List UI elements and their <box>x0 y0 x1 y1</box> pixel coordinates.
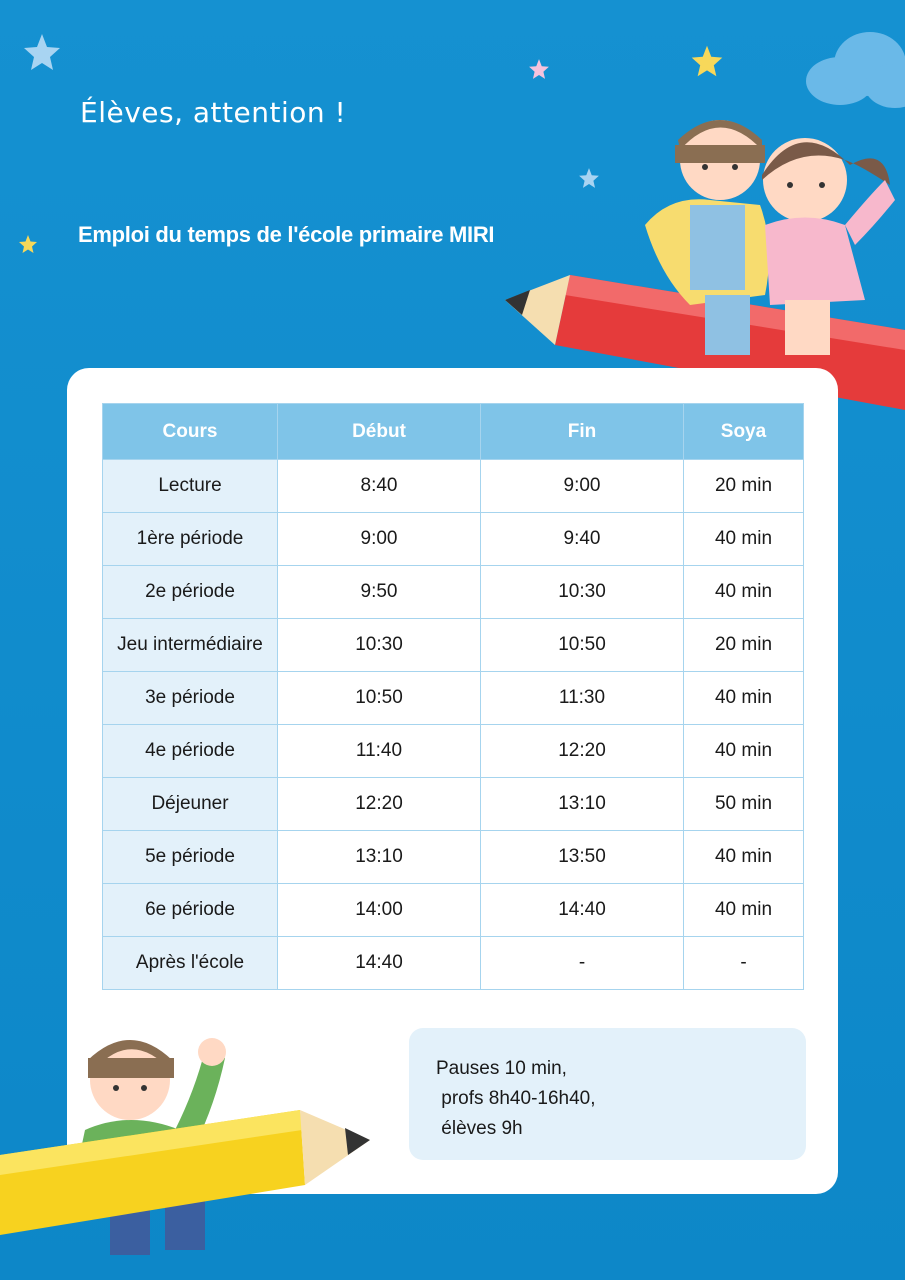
info-note-text <box>436 1054 596 1144</box>
cell-cours: Déjeuner <box>103 778 278 831</box>
cell-cours: 4e période <box>103 725 278 778</box>
info-note <box>409 1028 806 1160</box>
cell-debut: 8:40 <box>278 460 481 513</box>
cell-fin: 9:40 <box>481 513 684 566</box>
table-row <box>103 619 804 672</box>
cell-soya: 20 min <box>684 460 804 513</box>
cell-debut: 12:20 <box>278 778 481 831</box>
table-row <box>103 884 804 937</box>
cell-cours: 3e période <box>103 672 278 725</box>
cell-debut: 14:40 <box>278 937 481 990</box>
cell-cours: Après l'école <box>103 937 278 990</box>
cell-debut: 13:10 <box>278 831 481 884</box>
cell-debut: 10:50 <box>278 672 481 725</box>
cell-cours: 1ère période <box>103 513 278 566</box>
table-header-row <box>103 404 804 460</box>
star-icon <box>22 32 62 72</box>
cell-debut: 9:00 <box>278 513 481 566</box>
cell-soya: 40 min <box>684 513 804 566</box>
cell-debut: 14:00 <box>278 884 481 937</box>
cell-soya: 40 min <box>684 566 804 619</box>
table-row <box>103 513 804 566</box>
star-icon <box>528 58 550 80</box>
cell-fin: 11:30 <box>481 672 684 725</box>
table-row <box>103 566 804 619</box>
cell-fin: 13:50 <box>481 831 684 884</box>
cell-cours: 2e période <box>103 566 278 619</box>
info-note-line: Pauses 10 min, <box>436 1058 567 1079</box>
cell-debut: 9:50 <box>278 566 481 619</box>
table-row <box>103 672 804 725</box>
column-header-soya: Soya <box>684 404 804 460</box>
column-header-fin: Fin <box>481 404 684 460</box>
cell-debut: 10:30 <box>278 619 481 672</box>
cell-fin: 12:20 <box>481 725 684 778</box>
cloud-icon <box>800 26 905 108</box>
schedule-table <box>102 403 804 990</box>
column-header-debut: Début <box>278 404 481 460</box>
cell-soya: 40 min <box>684 884 804 937</box>
info-note-line: profs 8h40-16h40, <box>436 1088 596 1109</box>
cell-soya: 20 min <box>684 619 804 672</box>
cell-soya: 40 min <box>684 725 804 778</box>
pencil-icon <box>0 1020 380 1280</box>
table-row <box>103 778 804 831</box>
table-row <box>103 831 804 884</box>
table-row <box>103 460 804 513</box>
cell-cours: 6e période <box>103 884 278 937</box>
cell-fin: 14:40 <box>481 884 684 937</box>
cell-fin: 9:00 <box>481 460 684 513</box>
column-header-cours: Cours <box>103 404 278 460</box>
cell-soya: 50 min <box>684 778 804 831</box>
cell-soya: 40 min <box>684 831 804 884</box>
page-title: Emploi du temps de l'école primaire MIRI <box>78 222 495 247</box>
cell-debut: 11:40 <box>278 725 481 778</box>
star-icon <box>690 44 724 78</box>
cell-fin: - <box>481 937 684 990</box>
cell-soya: 40 min <box>684 672 804 725</box>
greeting-heading: Élèves, attention ! <box>80 96 347 129</box>
cell-soya: - <box>684 937 804 990</box>
cell-fin: 13:10 <box>481 778 684 831</box>
cell-fin: 10:30 <box>481 566 684 619</box>
info-note-line: élèves 9h <box>436 1118 523 1139</box>
cell-cours: Jeu intermédiaire <box>103 619 278 672</box>
table-row <box>103 937 804 990</box>
table-row <box>103 725 804 778</box>
cell-cours: Lecture <box>103 460 278 513</box>
cell-cours: 5e période <box>103 831 278 884</box>
star-icon <box>18 234 38 254</box>
cell-fin: 10:50 <box>481 619 684 672</box>
